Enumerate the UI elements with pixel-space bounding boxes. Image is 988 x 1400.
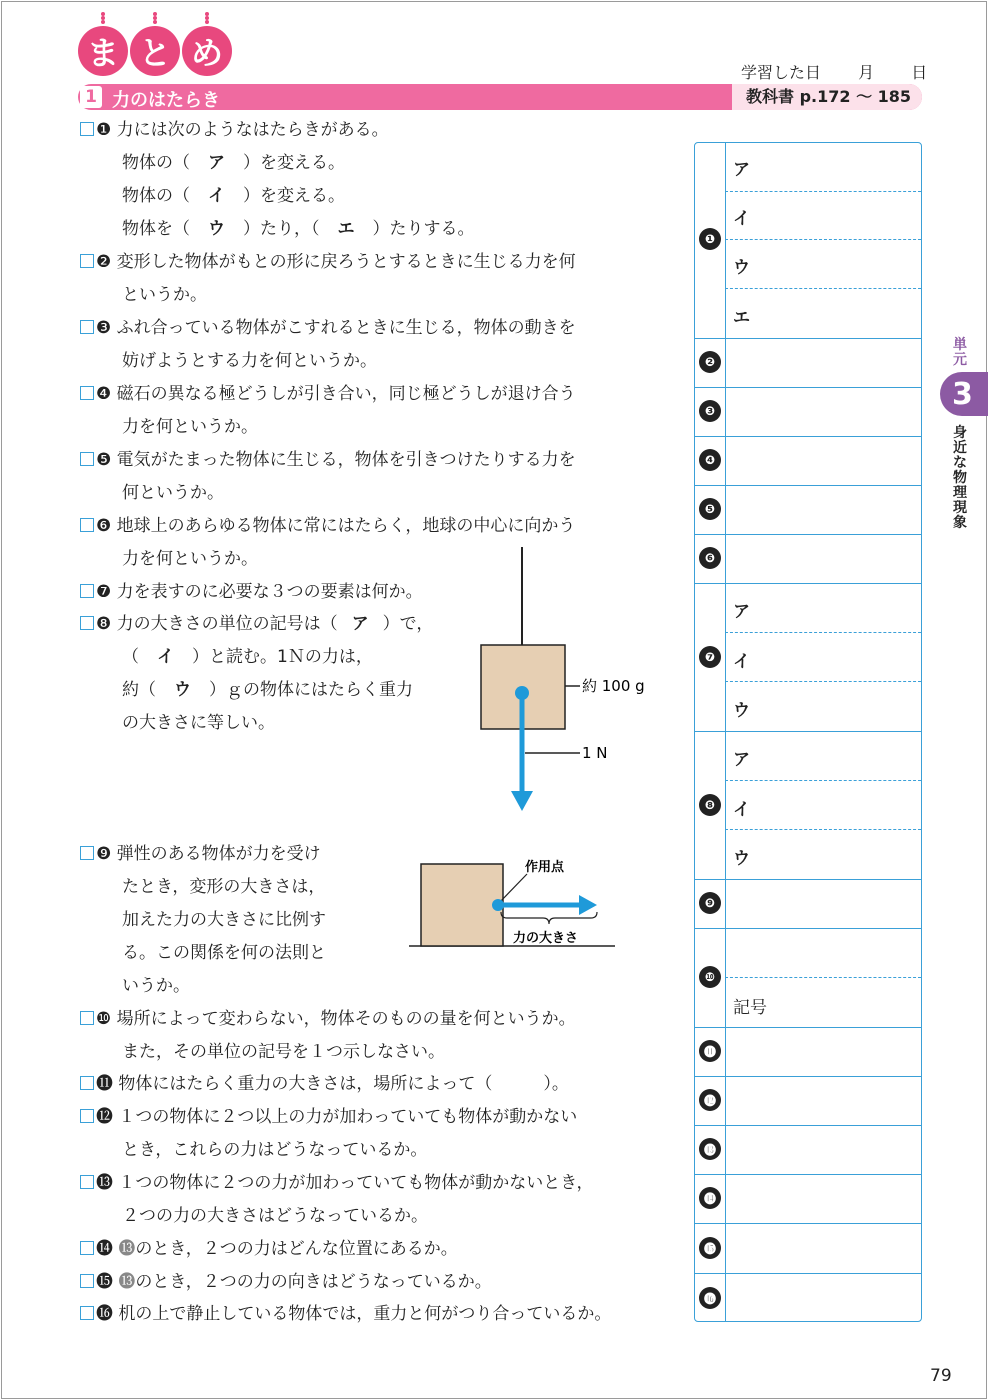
study-date: [741, 60, 927, 83]
answer-8-u-label: ウ: [733, 849, 750, 869]
question-8-line4: の大きさに等しい。: [122, 713, 275, 733]
study-month-label: 月: [858, 63, 875, 82]
checkbox[interactable]: [80, 452, 94, 466]
answer-1-u-label: ウ: [733, 258, 750, 278]
answer-num-7: ❼: [699, 646, 721, 668]
size-brace: [501, 912, 597, 924]
checkbox[interactable]: [80, 1306, 94, 1320]
question-13-cont: ２つの力の大きさはどうなっているか。: [122, 1206, 428, 1226]
title-char: と: [130, 26, 180, 76]
force-label: 1 N: [582, 744, 608, 762]
push-arrowhead: [579, 895, 597, 915]
question-2: ❷ 変形した物体がもとの形に戻ろうとするときに生じる力を何: [80, 251, 576, 273]
question-9-cont: たとき，変形の大きさは，: [122, 877, 326, 897]
force-arrowhead: [511, 791, 533, 811]
question-10: ❿ 場所によって変わらない，物体そのものの量を何というか。: [80, 1008, 576, 1030]
question-9: ❾ 弾性のある物体が力を受け: [80, 843, 321, 865]
answer-1-e-label: エ: [733, 308, 750, 328]
question-12: ⓬ １つの物体に２つ以上の力が加わっていても物体が動かない: [80, 1106, 577, 1128]
answer-8-a-label: ア: [733, 750, 750, 770]
checkbox[interactable]: [80, 1175, 94, 1189]
checkbox[interactable]: [80, 254, 94, 268]
gravity-figure: [470, 545, 650, 815]
answer-table: [694, 142, 922, 1322]
textbook-pages: 教科書 p.172 ～ 185: [732, 84, 922, 110]
question-9-cont: 加えた力の大きさに比例す: [122, 910, 326, 930]
question-6: ❻ 地球上のあらゆる物体に常にはたらく，地球の中心に向かう: [80, 515, 575, 537]
question-7: ❼ 力を表すのに必要な３つの要素は何か。: [80, 581, 423, 603]
question-12-cont: とき，これらの力はどうなっているか。: [122, 1140, 428, 1160]
matome-title: [78, 20, 232, 76]
checkbox[interactable]: [80, 1241, 94, 1255]
answer-1-a-label: ア: [733, 160, 750, 180]
answer-num-8: ❽: [699, 794, 721, 816]
question-6-cont: 力を何というか。: [122, 549, 258, 569]
checkbox[interactable]: [80, 122, 94, 136]
question-1-part-u: 物体を（ ウ ）たり，（ エ ）たりする。: [122, 219, 475, 239]
checkbox[interactable]: [80, 1274, 94, 1288]
title-char: め: [182, 26, 232, 76]
question-8-line3: 約（ ウ ）ｇの物体にはたらく重力: [122, 680, 413, 700]
answer-num-1: ❶: [699, 228, 721, 250]
study-day-label: 日: [911, 63, 928, 82]
checkbox[interactable]: [80, 616, 94, 630]
mass-label: 約 100 g: [582, 677, 645, 695]
answer-7-a-label: ア: [733, 602, 750, 622]
question-14: ⓮ ⓭のとき，２つの力はどんな位置にあるか。: [80, 1238, 458, 1260]
action-point-label: 作用点: [525, 860, 565, 875]
question-8: ❽ 力の大きさの単位の記号は（ ア ）で，: [80, 613, 433, 635]
study-date-label: 学習した日: [741, 63, 822, 82]
question-9-cont: る。この関係を何の法則と: [122, 943, 326, 963]
question-9-cont: いうか。: [122, 976, 190, 996]
question-11: ⓫ 物体にはたらく重力の大きさは，場所によって（ ）。: [80, 1073, 569, 1095]
question-1-part-a: 物体の（ ア ）を変える。: [122, 153, 345, 173]
section-title: 力のはたらき: [112, 90, 220, 111]
title-char: ま: [78, 26, 128, 76]
checkbox[interactable]: [80, 1076, 94, 1090]
section-number: 1: [80, 86, 102, 108]
question-8-line2: （ イ ）と読む。1Ｎの力は，: [122, 647, 373, 667]
answer-num-3: ❸: [699, 400, 721, 422]
answer-num-12: ⓬: [699, 1089, 721, 1111]
question-5-cont: 何というか。: [122, 483, 224, 503]
question-number: ❶: [96, 120, 112, 140]
question-4-cont: 力を何というか。: [122, 417, 258, 437]
answer-num-11: ⓫: [699, 1040, 721, 1062]
answer-8-i-label: イ: [733, 800, 750, 820]
question-5: ❺ 電気がたまった物体に生じる，物体を引きつけたりする力を: [80, 449, 576, 471]
unit-label: 単元: [953, 337, 967, 368]
answer-num-14: ⓮: [699, 1187, 721, 1209]
question-3-cont: 妨げようとする力を何というか。: [122, 351, 377, 371]
answer-num-13: ⓭: [699, 1138, 721, 1160]
question-13: ⓭ １つの物体に２つの力が加わっていても物体が動かないとき，: [80, 1172, 594, 1194]
checkbox[interactable]: [80, 1109, 94, 1123]
checkbox[interactable]: [80, 584, 94, 598]
answer-10-unit-label: 記号: [733, 998, 767, 1018]
question-3: ❸ ふれ合っている物体がこすれるときに生じる，物体の動きを: [80, 317, 576, 339]
answer-num-2: ❷: [699, 351, 721, 373]
unit-name: 身近な物理現象: [953, 425, 967, 531]
answer-7-u-label: ウ: [733, 701, 750, 721]
question-2-cont: というか。: [122, 285, 207, 305]
answer-num-15: ⓯: [699, 1237, 721, 1259]
checkbox[interactable]: [80, 386, 94, 400]
checkbox[interactable]: [80, 518, 94, 532]
answer-num-9: ❾: [699, 892, 721, 914]
size-label: 力の大きさ: [513, 931, 579, 946]
page-number: 79: [930, 1366, 952, 1386]
checkbox[interactable]: [80, 320, 94, 334]
unit-number-tab: 3: [940, 372, 988, 416]
checkbox[interactable]: [80, 1011, 94, 1025]
answer-num-16: ⓰: [699, 1287, 721, 1309]
answer-7-i-label: イ: [733, 652, 750, 672]
question-4: ❹ 磁石の異なる極どうしが引き合い，同じ極どうしが退け合う: [80, 383, 576, 405]
answer-num-4: ❹: [699, 449, 721, 471]
answer-1-i-label: イ: [733, 209, 750, 229]
question-16: ⓰ 机の上で静止している物体では，重力と何がつり合っているか。: [80, 1303, 611, 1325]
spring-figure: [405, 850, 620, 955]
answer-num-10: ❿: [699, 966, 721, 988]
question-15: ⓯ ⓭のとき，２つの力の向きはどうなっているか。: [80, 1271, 492, 1293]
answer-num-5: ❺: [699, 498, 721, 520]
pushed-box: [421, 864, 503, 946]
question-1: [80, 119, 389, 141]
question-1-part-i: 物体の（ イ ）を変える。: [122, 186, 345, 206]
question-text: 力には次のようなはたらきがある。: [116, 120, 389, 140]
checkbox[interactable]: [80, 846, 94, 860]
question-10-cont: また，その単位の記号を１つ示しなさい。: [122, 1042, 445, 1062]
answer-num-6: ❻: [699, 547, 721, 569]
